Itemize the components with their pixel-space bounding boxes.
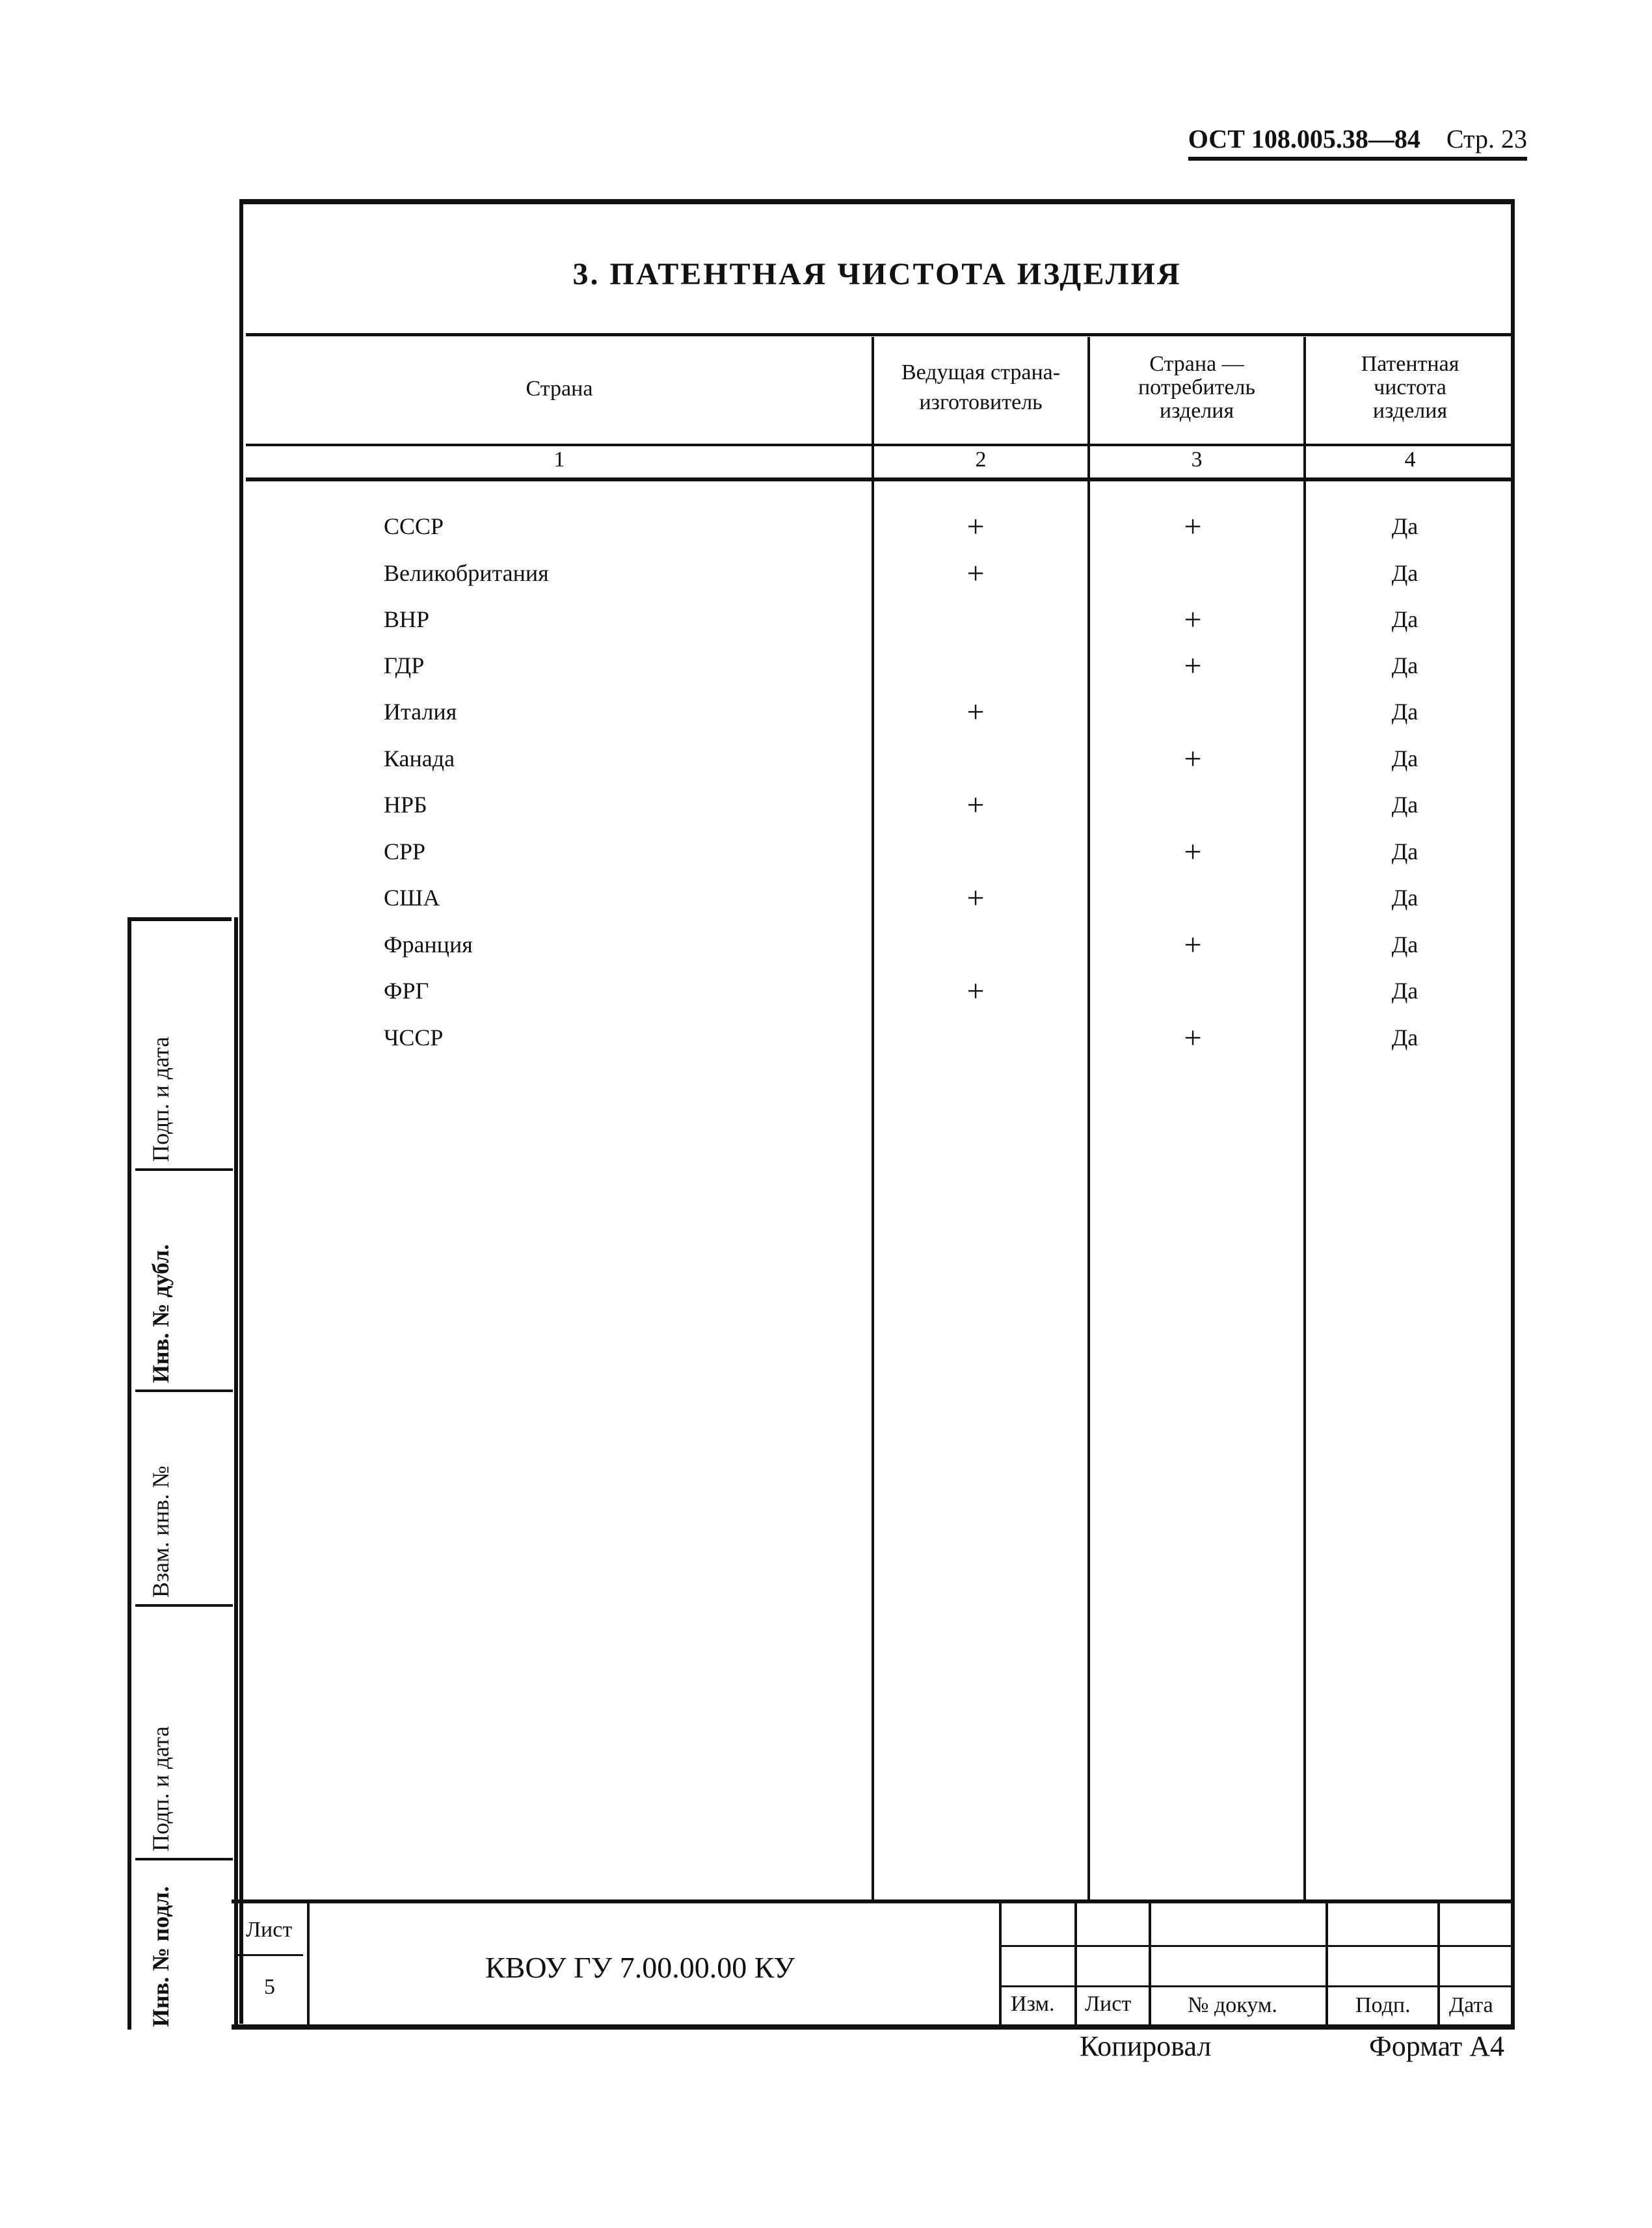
stamp-cell-dup-inv [135,1168,233,1389]
country-cell: Великобритания [384,560,549,586]
purity-cell: Да [1391,652,1419,678]
side-stamp [127,917,232,2030]
country-cell: ФРГ [384,978,429,1004]
manufacturer-cell: + [966,974,985,1008]
col-date: Дата [1449,1993,1493,2017]
country-cell: НРБ [384,792,427,818]
header-consumer-line-1: Страна — [1149,352,1244,376]
purity-cell: Да [1391,792,1419,818]
header-manufacturer-line-2: изготовитель [919,390,1043,414]
purity-cell: Да [1391,1025,1419,1051]
purity-cell: Да [1391,560,1419,586]
consumer-cell: + [1184,742,1202,776]
stamp-label: Подп. и дата [148,1036,174,1162]
col-doc-number: № докум. [1188,1993,1277,2017]
stamp-label: Инв. № подл. [148,1886,174,2027]
tb-divider [307,1903,310,2024]
header-consumer-line-3: изделия [1159,399,1234,423]
purity-cell: Да [1391,699,1419,725]
manufacturer-cell: + [966,556,985,591]
stamp-label: Подп. и дата [148,1726,174,1851]
section-title: 3. ПАТЕНТНАЯ ЧИСТОТА ИЗДЕЛИЯ [572,257,1182,291]
column-number-4: 4 [1404,448,1416,472]
country-cell: ЧССР [384,1025,444,1051]
header-consumer-line-2: потребитель [1138,375,1256,399]
page-number: Стр. 23 [1446,124,1527,154]
column-divider-2 [1087,337,1090,1899]
tb-divider [1149,1903,1151,2024]
document-designation: КВОУ ГУ 7.00.00.00 КУ [485,1951,795,1984]
table-top-rule [246,333,1515,336]
consumer-cell: + [1184,835,1202,869]
tb-divider [1002,1985,1511,1987]
header-purity-line-2: чистота [1374,375,1446,399]
consumer-cell: + [1184,649,1202,683]
stamp-cell-replace-inv [135,1389,233,1604]
country-cell: ГДР [384,652,425,678]
side-stamp-divider [234,917,238,2030]
column-divider-3 [1303,337,1306,1899]
country-cell: Франция [384,932,473,958]
title-block [232,1899,1515,2030]
page-header [1188,124,1527,161]
tb-divider [1074,1903,1077,2024]
manufacturer-cell: + [966,695,985,729]
standard-number: ОСТ 108.005.38—84 [1188,124,1420,154]
column-numbers-rule [246,477,1515,481]
sheet-label: Лист [246,1918,293,1942]
purity-cell: Да [1391,932,1419,958]
manufacturer-cell: + [966,881,985,915]
header-manufacturer [874,361,1087,414]
consumer-cell: + [1184,509,1202,544]
country-cell: Канада [384,745,455,772]
column-divider-1 [872,337,874,1899]
column-number-2: 2 [975,448,987,472]
copied-by: Копировал [1080,2030,1212,2062]
purity-cell: Да [1391,978,1419,1004]
tb-divider [1326,1903,1328,2024]
manufacturer-cell: + [966,509,985,544]
stamp-cell-sign-date-2 [135,1604,233,1858]
consumer-cell: + [1184,1021,1202,1055]
stamp-label: Инв. № дубл. [148,1244,174,1383]
col-signature: Подп. [1355,1993,1411,2017]
consumer-cell: + [1184,928,1202,962]
consumer-cell: + [1184,602,1202,637]
purity-cell: Да [1391,745,1419,772]
paper-format: Формат А4 [1369,2030,1505,2062]
header-purity-line-3: изделия [1372,399,1448,423]
header-bottom-rule [246,444,1515,446]
column-number-3: 3 [1191,448,1203,472]
country-cell: СРР [384,839,426,865]
tb-divider [999,1903,1002,2024]
col-change: Изм. [1011,1992,1055,2016]
manufacturer-cell: + [966,788,985,822]
col-sheet: Лист [1085,1992,1132,2016]
country-cell: Италия [384,699,457,725]
stamp-cell-orig-inv [135,1858,233,2033]
purity-cell: Да [1391,885,1419,911]
header-country: Страна [526,377,593,401]
tb-divider [1437,1903,1440,2024]
tb-divider [238,1954,303,1956]
stamp-cell-sign-date-1 [135,921,233,1168]
stamp-label: Взам. инв. № [148,1466,174,1598]
main-frame [239,199,1515,2024]
country-cell: СССР [384,513,444,539]
header-consumer [1090,353,1303,423]
purity-cell: Да [1391,513,1419,539]
country-cell: ВНР [384,606,430,632]
sheet-number: 5 [264,1975,275,1999]
purity-cell: Да [1391,606,1419,632]
column-number-1: 1 [553,448,565,472]
header-manufacturer-line-1: Ведущая страна- [901,360,1061,384]
header-purity [1306,353,1514,423]
tb-divider [1002,1945,1511,1947]
header-purity-line-1: Патентная [1361,352,1459,376]
purity-cell: Да [1391,839,1419,865]
country-cell: США [384,885,440,911]
